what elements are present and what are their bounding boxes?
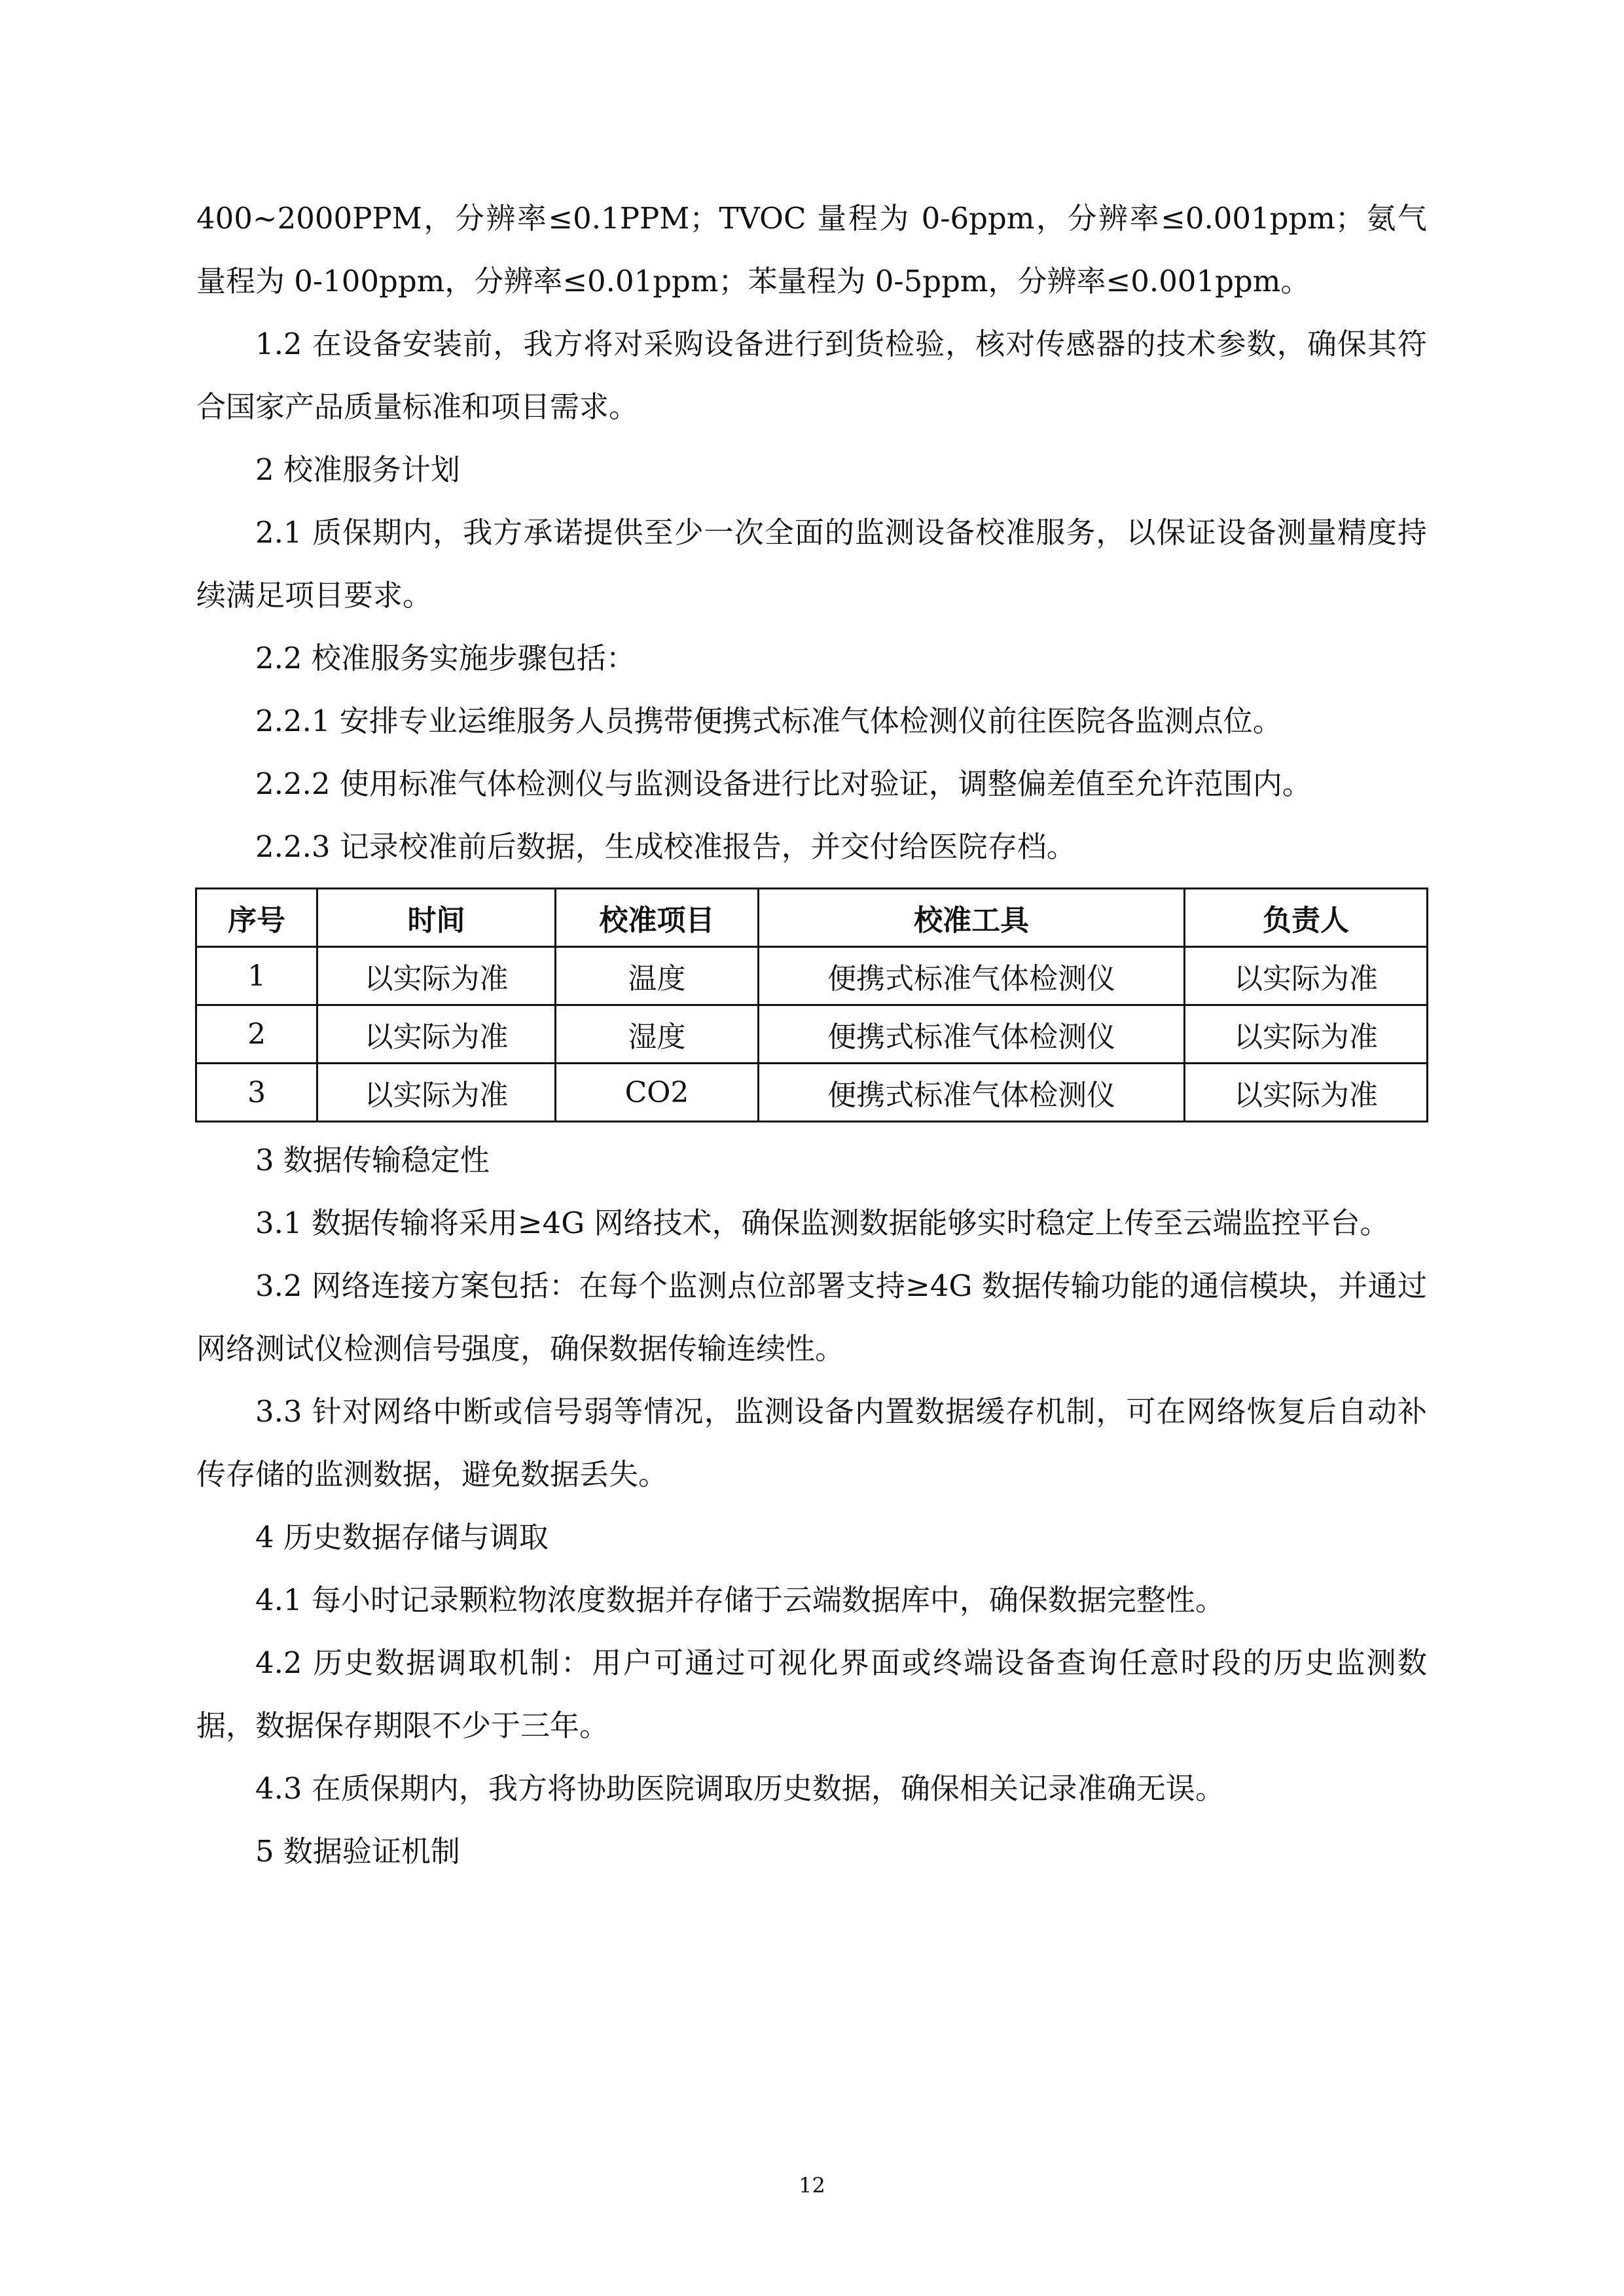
table-header-row — [196, 889, 1428, 947]
paragraph-4-1: 4.1 每小时记录颗粒物浓度数据并存储于云端数据库中，确保数据完整性。 — [255, 1583, 1225, 1617]
cell-index: 3 — [196, 1064, 317, 1122]
paragraph-continued-specs: 400~2000PPM，分辨率≤0.1PPM；TVOC 量程为 0-6ppm，分辨率≤0.001ppm；氨气量程为 0-100ppm，分辨率≤0.01ppm；苯量程为 0-5ppm，分辨率≤0.001ppm。 — [196, 201, 1427, 298]
paragraph-3-3: 3.3 针对网络中断或信号弱等情况，监测设备内置数据缓存机制，可在网络恢复后自动补传存储的监测数据，避免数据丢失。 — [196, 1394, 1427, 1492]
table-row — [196, 1064, 1428, 1122]
table-row — [196, 947, 1428, 1005]
cell-calibration-item: 温度 — [555, 947, 759, 1005]
cell-time: 以实际为准 — [317, 1005, 556, 1064]
paragraph-2-1: 2.1 质保期内，我方承诺提供至少一次全面的监测设备校准服务，以保证设备测量精度持续满足项目要求。 — [196, 515, 1427, 613]
cell-time: 以实际为准 — [317, 1064, 556, 1122]
calibration-table — [195, 888, 1428, 1122]
cell-index: 1 — [196, 947, 317, 1005]
header-calibration-tool: 校准工具 — [759, 889, 1185, 947]
cell-responsible-person: 以实际为准 — [1184, 1005, 1427, 1064]
heading-4-history-storage: 4 历史数据存储与调取 — [255, 1520, 549, 1554]
header-index: 序号 — [196, 889, 317, 947]
paragraph-2-2-2: 2.2.2 使用标准气体检测仪与监测设备进行比对验证，调整偏差值至允许范围内。 — [255, 766, 1312, 801]
cell-calibration-tool: 便携式标准气体检测仪 — [759, 1005, 1185, 1064]
cell-calibration-item: CO2 — [555, 1064, 759, 1122]
paragraph-4-3: 4.3 在质保期内，我方将协助医院调取历史数据，确保相关记录准确无误。 — [255, 1771, 1225, 1806]
table-row — [196, 1005, 1428, 1064]
page-number: 12 — [799, 2173, 825, 2198]
header-calibration-item: 校准项目 — [555, 889, 759, 947]
cell-index: 2 — [196, 1005, 317, 1064]
heading-3-transmission-stability: 3 数据传输稳定性 — [255, 1143, 490, 1177]
cell-calibration-tool: 便携式标准气体检测仪 — [759, 1064, 1185, 1122]
paragraph-4-2: 4.2 历史数据调取机制：用户可通过可视化界面或终端设备查询任意时段的历史监测数据，数据保存期限不少于三年。 — [196, 1645, 1427, 1743]
header-time: 时间 — [317, 889, 556, 947]
heading-5-data-verification: 5 数据验证机制 — [255, 1834, 460, 1869]
paragraph-1-2: 1.2 在设备安装前，我方将对采购设备进行到货检验，核对传感器的技术参数，确保其符合国家产品质量标准和项目需求。 — [196, 327, 1427, 424]
paragraph-2-2-3: 2.2.3 记录校准前后数据，生成校准报告，并交付给医院存档。 — [255, 829, 1076, 864]
cell-responsible-person: 以实际为准 — [1184, 1064, 1427, 1122]
cell-calibration-item: 湿度 — [555, 1005, 759, 1064]
cell-responsible-person: 以实际为准 — [1184, 947, 1427, 1005]
page-content — [196, 187, 1427, 1883]
paragraph-3-2: 3.2 网络连接方案包括：在每个监测点位部署支持≥4G 数据传输功能的通信模块，并通过网络测试仪检测信号强度，确保数据传输连续性。 — [196, 1268, 1427, 1366]
cell-calibration-tool: 便携式标准气体检测仪 — [759, 947, 1185, 1005]
paragraph-3-1: 3.1 数据传输将采用≥4G 网络技术，确保监测数据能够实时稳定上传至云端监控平台。 — [255, 1206, 1390, 1240]
paragraph-2-2-1: 2.2.1 安排专业运维服务人员携带便携式标准气体检测仪前往医院各监测点位。 — [255, 704, 1282, 738]
cell-time: 以实际为准 — [317, 947, 556, 1005]
heading-2-calibration-plan: 2 校准服务计划 — [255, 452, 460, 487]
header-responsible-person: 负责人 — [1184, 889, 1427, 947]
paragraph-2-2: 2.2 校准服务实施步骤包括： — [255, 641, 636, 675]
